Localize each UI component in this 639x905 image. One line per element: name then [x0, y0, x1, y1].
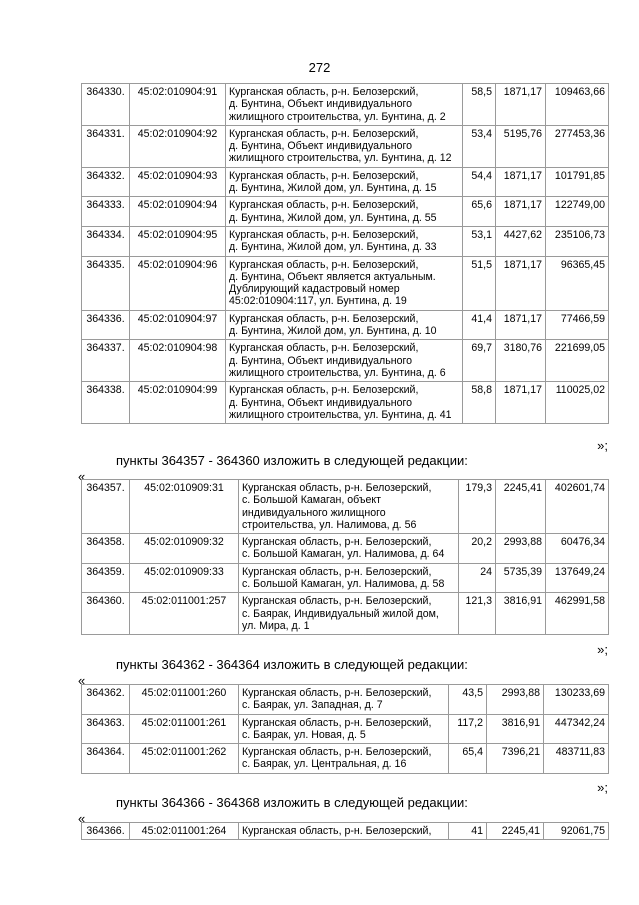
row-number: 364366.	[82, 823, 130, 840]
address: Курганская область, р-н. Белозерский, с. Большой Камаган, ул. Налимова, д. 64	[239, 534, 459, 564]
area-value: 69,7	[463, 340, 496, 382]
area-value: 51,5	[463, 256, 496, 310]
area-value: 53,4	[463, 125, 496, 167]
cadastral-number: 45:02:011001:257	[130, 593, 239, 635]
table-row	[82, 563, 609, 593]
address: Курганская область, р-н. Белозерский, д. Бунтина, Жилой дом, ул. Бунтина, д. 10	[226, 310, 463, 340]
address: Курганская область, р-н. Белозерский, с. Большой Камаган, ул. Налимова, д. 58	[239, 563, 459, 593]
address: Курганская область, р-н. Белозерский, с. Баярак, Индивидуальный жилой дом, ул. Мира, д. 1	[239, 593, 459, 635]
area-value: 43,5	[449, 685, 487, 715]
area-value: 65,4	[449, 744, 487, 774]
address: Курганская область, р-н. Белозерский, с. Большой Камаган, объект индивидуального жилищного строительства, ул. Налимова, д. 56	[239, 480, 459, 534]
cadastral-value: 137649,24	[546, 563, 609, 593]
cadastral-number: 45:02:010904:97	[130, 310, 226, 340]
address: Курганская область, р-н. Белозерский, д. Бунтина, Объект индивидуального жилищного строительства, ул. Бунтина, д. 6	[226, 340, 463, 382]
cadastral-number: 45:02:010904:93	[130, 167, 226, 197]
cadastral-value: 101791,85	[546, 167, 609, 197]
area-value: 41,4	[463, 310, 496, 340]
cadastral-value: 483711,83	[544, 744, 609, 774]
address: Курганская область, р-н. Белозерский, д. Бунтина, Объект индивидуального жилищного строительства, ул. Бунтина, д. 41	[226, 382, 463, 424]
page-number: 272	[308, 60, 331, 75]
cadastral-number: 45:02:010904:95	[130, 226, 226, 256]
table-row	[82, 823, 609, 840]
cadastral-value: 110025,02	[546, 382, 609, 424]
address: Курганская область, р-н. Белозерский, с. Баярак, ул. Центральная, д. 16	[239, 744, 449, 774]
rate-value: 2245,41	[496, 480, 546, 534]
row-number: 364335.	[82, 256, 130, 310]
rate-value: 2993,88	[496, 534, 546, 564]
address: Курганская область, р-н. Белозерский, д. Бунтина, Жилой дом, ул. Бунтина, д. 15	[226, 167, 463, 197]
rate-value: 2993,88	[487, 685, 544, 715]
address: Курганская область, р-н. Белозерский, д. Бунтина, Объект индивидуального жилищного строительства, ул. Бунтина, д. 12	[226, 125, 463, 167]
table-row	[82, 125, 609, 167]
row-number: 364358.	[82, 534, 130, 564]
cadastral-value: 130233,69	[544, 685, 609, 715]
rate-value: 1871,17	[496, 197, 546, 227]
area-value: 179,3	[459, 480, 496, 534]
area-value: 24	[459, 563, 496, 593]
rate-value: 5195,76	[496, 125, 546, 167]
area-value: 58,8	[463, 382, 496, 424]
cadastral-table-4	[81, 822, 609, 840]
paragraph-edit-instruction: пункты 364366 - 364368 изложить в следующей редакции:	[116, 795, 468, 810]
table-row	[82, 685, 609, 715]
cadastral-number: 45:02:011001:260	[130, 685, 239, 715]
cadastral-number: 45:02:011001:262	[130, 744, 239, 774]
rate-value: 3180,76	[496, 340, 546, 382]
closing-quote: »;	[597, 438, 608, 453]
cadastral-table-1	[81, 83, 609, 424]
cadastral-value: 60476,34	[546, 534, 609, 564]
closing-quote: »;	[597, 642, 608, 657]
table-row	[82, 197, 609, 227]
table-row	[82, 744, 609, 774]
cadastral-table-3	[81, 684, 609, 774]
table-row	[82, 340, 609, 382]
opening-quote: «	[78, 811, 86, 826]
cadastral-value: 221699,05	[546, 340, 609, 382]
table-row	[82, 534, 609, 564]
closing-quote: »;	[597, 780, 608, 795]
rate-value: 1871,17	[496, 382, 546, 424]
rate-value: 1871,17	[496, 167, 546, 197]
paragraph-edit-instruction: пункты 364362 - 364364 изложить в следующей редакции:	[116, 657, 468, 672]
cadastral-value: 462991,58	[546, 593, 609, 635]
area-value: 65,6	[463, 197, 496, 227]
rate-value: 5735,39	[496, 563, 546, 593]
row-number: 364360.	[82, 593, 130, 635]
cadastral-number: 45:02:010904:99	[130, 382, 226, 424]
area-value: 20,2	[459, 534, 496, 564]
address: Курганская область, р-н. Белозерский, д. Бунтина, Жилой дом, ул. Бунтина, д. 55	[226, 197, 463, 227]
address: Курганская область, р-н. Белозерский, с. Баярак, ул. Западная, д. 7	[239, 685, 449, 715]
area-value: 41	[449, 823, 487, 840]
rate-value: 1871,17	[496, 84, 546, 126]
row-number: 364337.	[82, 340, 130, 382]
row-number: 364334.	[82, 226, 130, 256]
table-row	[82, 593, 609, 635]
address: Курганская область, р-н. Белозерский, д. Бунтина, Объект является актуальным. Дублирующий кадастровый номер 45:02:010904:117, ул. Бунтина, д. 19	[226, 256, 463, 310]
cadastral-number: 45:02:010909:31	[130, 480, 239, 534]
row-number: 364359.	[82, 563, 130, 593]
area-value: 58,5	[463, 84, 496, 126]
cadastral-number: 45:02:010904:94	[130, 197, 226, 227]
table-row	[82, 256, 609, 310]
row-number: 364336.	[82, 310, 130, 340]
cadastral-value: 92061,75	[544, 823, 609, 840]
opening-quote: «	[78, 673, 86, 688]
table-row	[82, 167, 609, 197]
cadastral-value: 277453,36	[546, 125, 609, 167]
table-row	[82, 84, 609, 126]
area-value: 53,1	[463, 226, 496, 256]
area-value: 117,2	[449, 714, 487, 744]
address: Курганская область, р-н. Белозерский, д. Бунтина, Объект индивидуального жилищного строительства, ул. Бунтина, д. 2	[226, 84, 463, 126]
row-number: 364331.	[82, 125, 130, 167]
area-value: 54,4	[463, 167, 496, 197]
address: Курганская область, р-н. Белозерский, с. Баярак, ул. Новая, д. 5	[239, 714, 449, 744]
row-number: 364363.	[82, 714, 130, 744]
rate-value: 2245,41	[487, 823, 544, 840]
cadastral-table-2	[81, 479, 609, 635]
row-number: 364332.	[82, 167, 130, 197]
cadastral-number: 45:02:010909:32	[130, 534, 239, 564]
cadastral-number: 45:02:010909:33	[130, 563, 239, 593]
cadastral-value: 402601,74	[546, 480, 609, 534]
table-row	[82, 226, 609, 256]
cadastral-number: 45:02:010904:92	[130, 125, 226, 167]
cadastral-value: 122749,00	[546, 197, 609, 227]
rate-value: 7396,21	[487, 744, 544, 774]
address: Курганская область, р-н. Белозерский, д. Бунтина, Жилой дом, ул. Бунтина, д. 33	[226, 226, 463, 256]
row-number: 364362.	[82, 685, 130, 715]
cadastral-number: 45:02:010904:91	[130, 84, 226, 126]
row-number: 364330.	[82, 84, 130, 126]
cadastral-value: 77466,59	[546, 310, 609, 340]
rate-value: 3816,91	[487, 714, 544, 744]
rate-value: 1871,17	[496, 310, 546, 340]
opening-quote: «	[78, 469, 86, 484]
row-number: 364338.	[82, 382, 130, 424]
table-row	[82, 714, 609, 744]
row-number: 364364.	[82, 744, 130, 774]
rate-value: 1871,17	[496, 256, 546, 310]
area-value: 121,3	[459, 593, 496, 635]
cadastral-value: 109463,66	[546, 84, 609, 126]
table-row	[82, 310, 609, 340]
cadastral-number: 45:02:010904:96	[130, 256, 226, 310]
address: Курганская область, р-н. Белозерский,	[239, 823, 449, 840]
cadastral-number: 45:02:010904:98	[130, 340, 226, 382]
table-row	[82, 480, 609, 534]
cadastral-number: 45:02:011001:264	[130, 823, 239, 840]
table-row	[82, 382, 609, 424]
rate-value: 3816,91	[496, 593, 546, 635]
row-number: 364333.	[82, 197, 130, 227]
cadastral-value: 96365,45	[546, 256, 609, 310]
cadastral-value: 235106,73	[546, 226, 609, 256]
rate-value: 4427,62	[496, 226, 546, 256]
cadastral-number: 45:02:011001:261	[130, 714, 239, 744]
row-number: 364357.	[82, 480, 130, 534]
cadastral-value: 447342,24	[544, 714, 609, 744]
paragraph-edit-instruction: пункты 364357 - 364360 изложить в следующей редакции:	[116, 453, 468, 468]
